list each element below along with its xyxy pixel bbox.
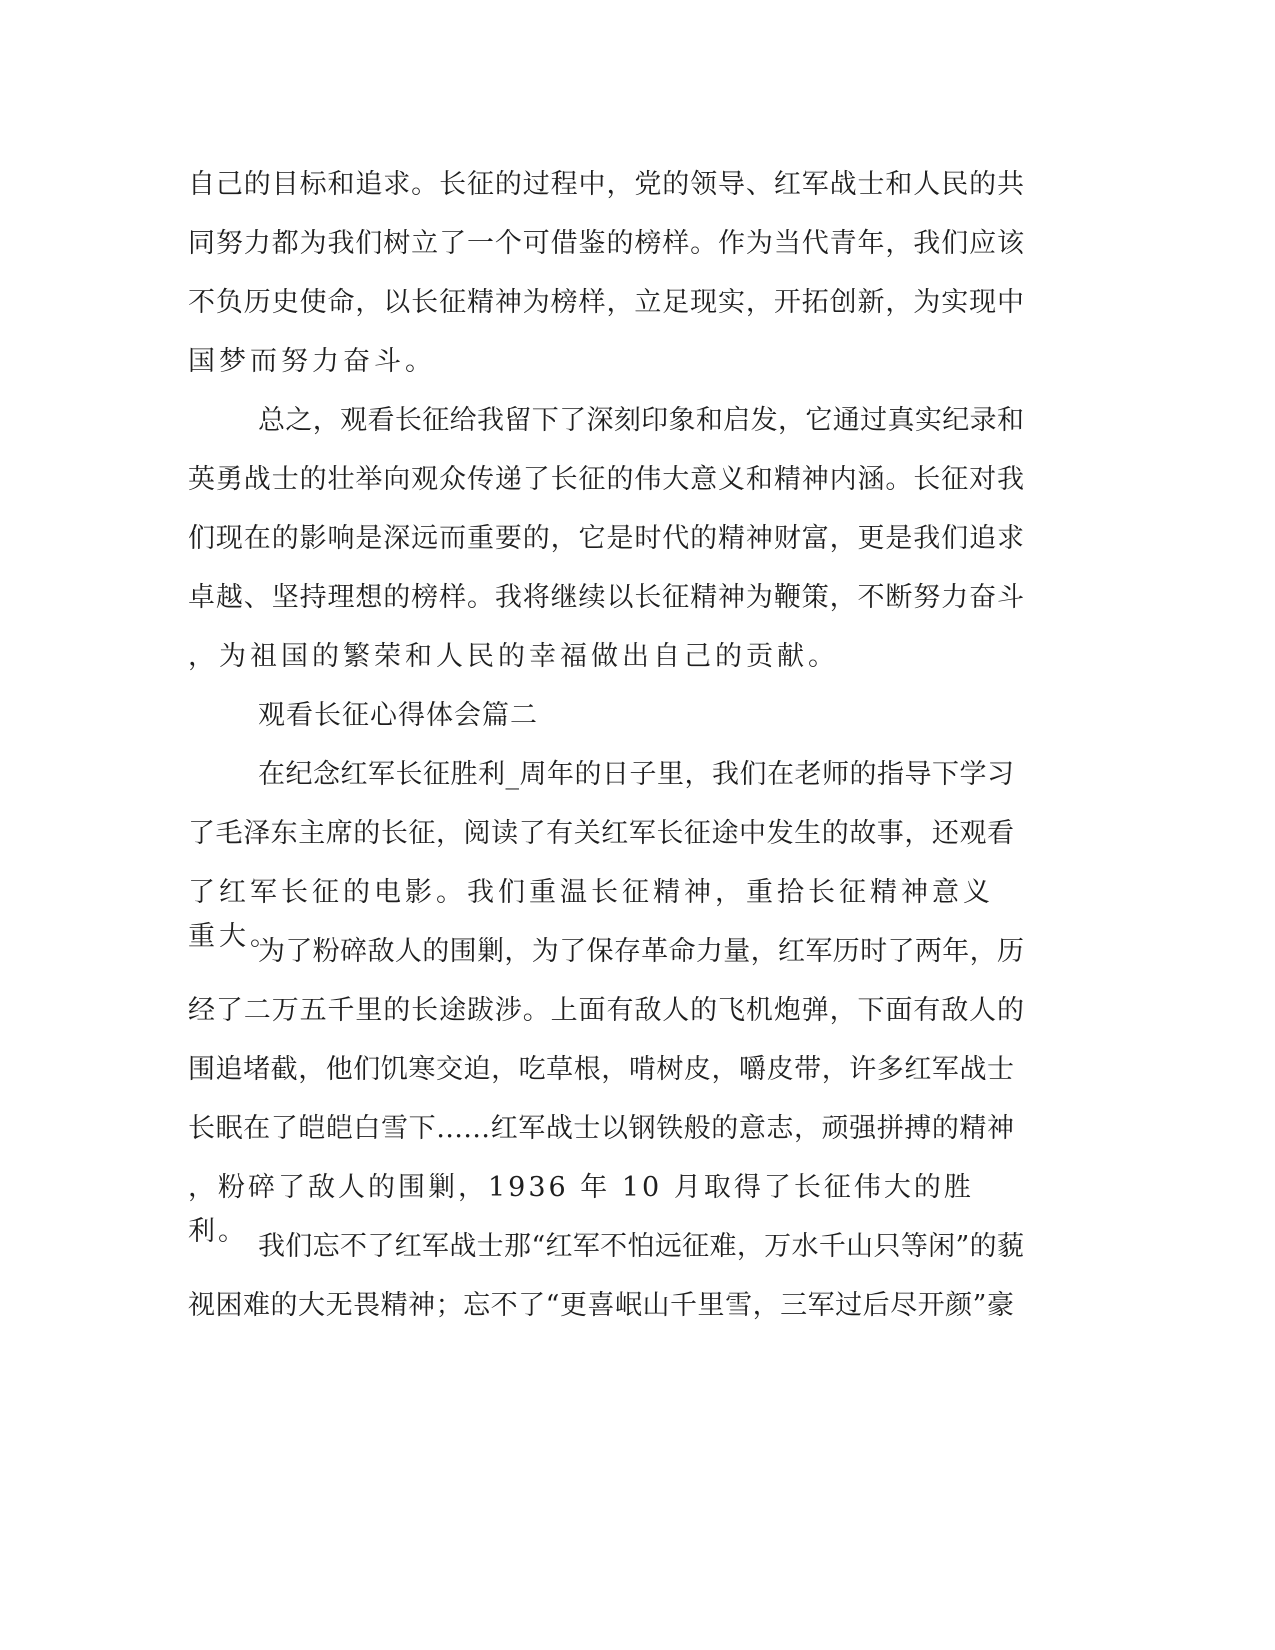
text-line-content: 长眠在了皑皑白雪下……红军战士以钢铁般的意志，顽强拼搏的精神: [188, 1113, 1014, 1144]
text-line-content: 国梦而努力奋斗。: [188, 346, 436, 377]
text-line: [0, 222, 1275, 266]
text-line-content: 同努力都为我们树立了一个可借鉴的榜样。作为当代青年，我们应该: [188, 228, 1024, 259]
text-line: [0, 340, 1275, 384]
text-line-content: 总之，观看长征给我留下了深刻印象和启发，它通过真实纪录和: [258, 405, 1024, 436]
text-line-content: ，为祖国的繁荣和人民的幸福做出自己的贡献。: [188, 641, 839, 672]
text-line-content: 了红军长征的电影。我们重温长征精神，重拾长征精神意义重大。: [188, 877, 994, 952]
text-line: [0, 458, 1275, 502]
text-line-content: 不负历史使命，以长征精神为榜样，立足现实，开拓创新，为实现中: [188, 287, 1024, 318]
text-line: [0, 517, 1275, 561]
text-line: [0, 163, 1275, 207]
text-line: [0, 812, 1275, 856]
text-line-content: 们现在的影响是深远而重要的，它是时代的精神财富，更是我们追求: [188, 523, 1024, 554]
text-line-content: 经了二万五千里的长途跋涉。上面有敌人的飞机炮弹，下面有敌人的: [188, 995, 1024, 1026]
paragraph-first-line: [0, 753, 1275, 797]
text-line: [0, 989, 1275, 1033]
text-line-content: ，粉碎了敌人的围剿，1936 年 10 月取得了长征伟大的胜利。: [188, 1172, 974, 1247]
text-line: [0, 635, 1275, 679]
paragraph-first-line: [0, 1225, 1275, 1269]
text-line-content: 了毛泽东主席的长征，阅读了有关红军长征途中发生的故事，还观看: [188, 818, 1014, 849]
text-line: [0, 1048, 1275, 1092]
text-line: [0, 1107, 1275, 1151]
text-line-content: 视困难的大无畏精神；忘不了“更喜岷山千里雪，三军过后尽开颜”豪: [188, 1290, 1014, 1321]
text-line-content: 为了粉碎敌人的围剿，为了保存革命力量，红军历时了两年，历: [258, 936, 1024, 967]
paragraph-first-line: [0, 930, 1275, 974]
text-line-content: 我们忘不了红军战士那“红军不怕远征难，万水千山只等闲”的藐: [258, 1231, 1024, 1262]
paragraph-first-line: [0, 399, 1275, 443]
section-heading-text: 观看长征心得体会篇二: [258, 700, 538, 731]
text-line-content: 自己的目标和追求。长征的过程中，党的领导、红军战士和人民的共: [188, 169, 1024, 200]
text-line-content: 在纪念红军长征胜利_周年的日子里，我们在老师的指导下学习: [258, 759, 1014, 790]
section-heading: [0, 694, 1275, 738]
text-line: [0, 281, 1275, 325]
text-line-content: 英勇战士的壮举向观众传递了长征的伟大意义和精神内涵。长征对我: [188, 464, 1024, 495]
text-line-content: 围追堵截，他们饥寒交迫，吃草根，啃树皮，嚼皮带，许多红军战士: [188, 1054, 1014, 1085]
text-line: [0, 1284, 1275, 1328]
text-line-content: 卓越、坚持理想的榜样。我将继续以长征精神为鞭策，不断努力奋斗: [188, 582, 1024, 613]
text-line: [0, 576, 1275, 620]
